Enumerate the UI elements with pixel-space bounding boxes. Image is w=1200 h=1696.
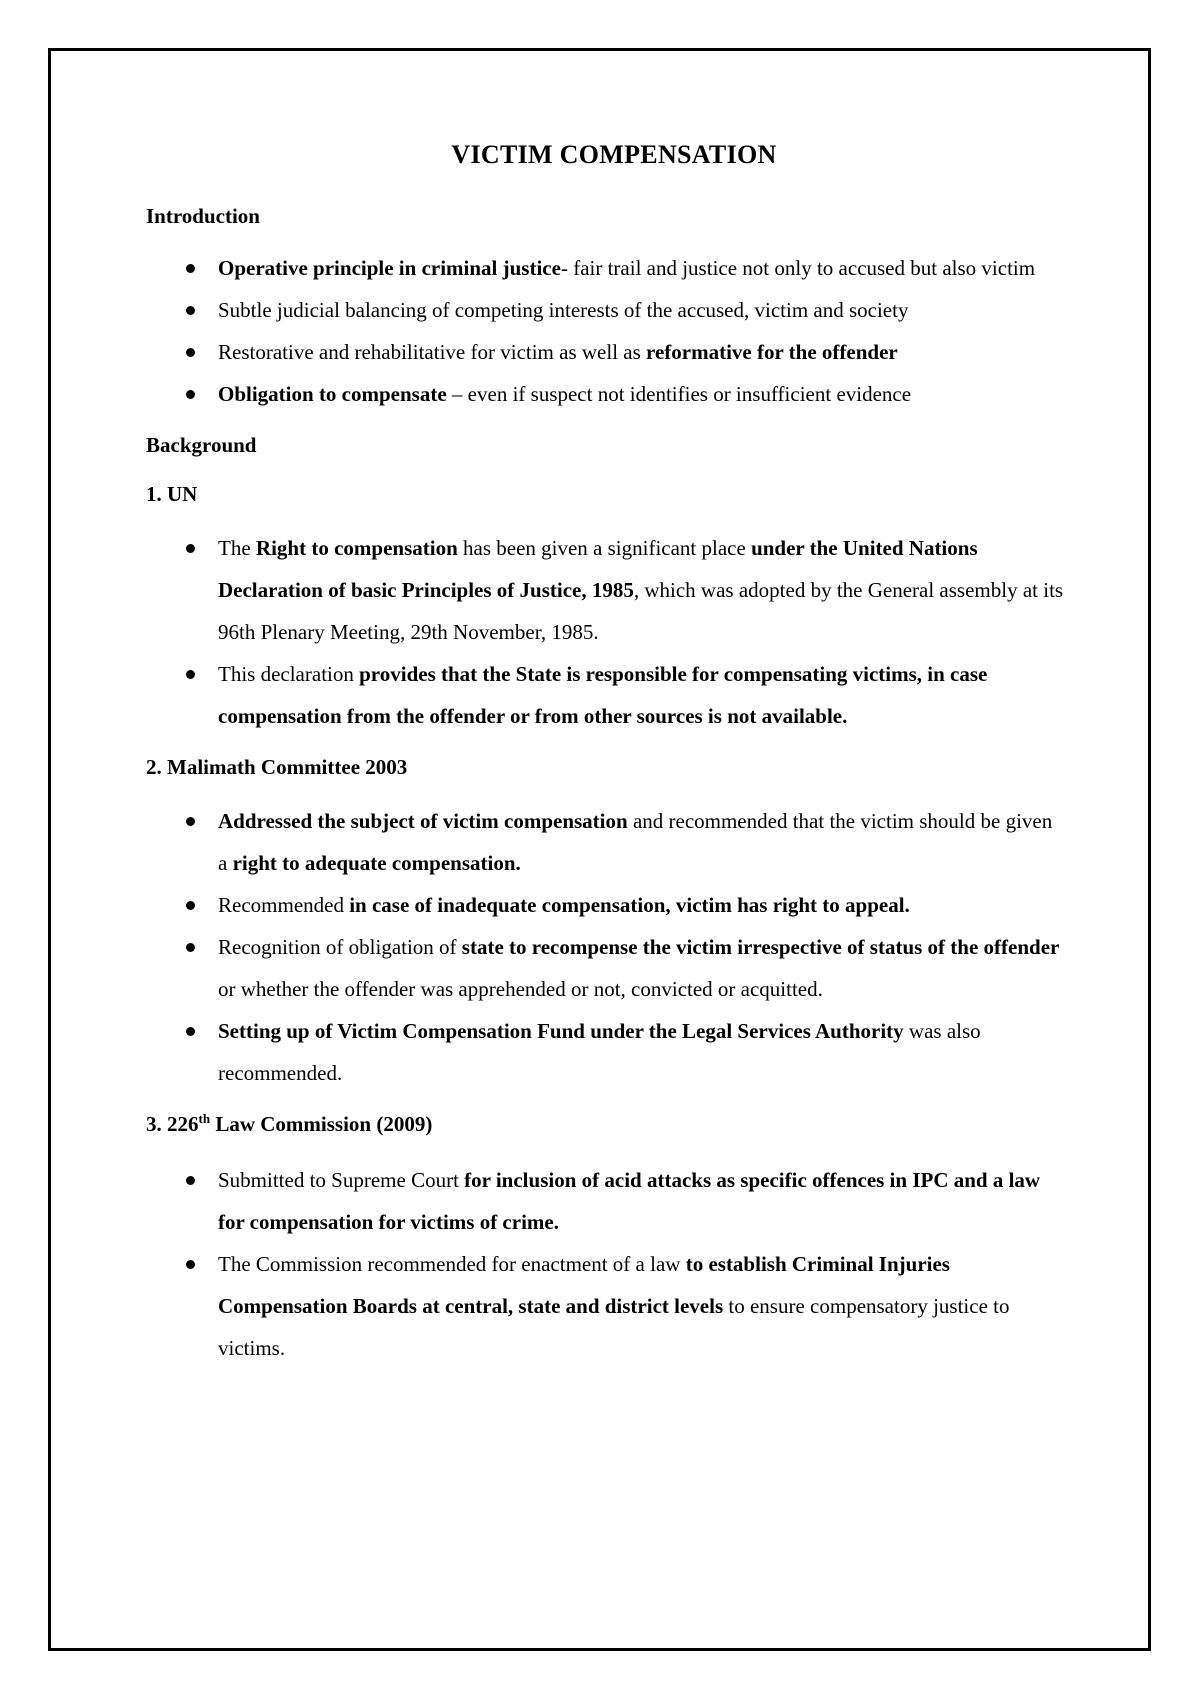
document-title: VICTIM COMPENSATION [451, 140, 777, 169]
malimath-list [146, 800, 1066, 1094]
bullet-icon [186, 306, 195, 315]
list-item: The Right to compensation has been given a significant place under the United Nations Declaration of basic Principles of Justice, 1985, which was adopted by the General assembly at its 96th Plenary Meeting, 29th November, 1985. [146, 527, 1066, 653]
section-heading-un: 1. UN [146, 482, 198, 506]
un-list [146, 527, 1066, 737]
section-heading-introduction: Introduction [146, 204, 260, 228]
bullet-icon [186, 943, 195, 952]
list-item: Restorative and rehabilitative for victim as well as reformative for the offender [146, 331, 1066, 373]
bullet-icon [186, 901, 195, 910]
document-body [146, 140, 1066, 1369]
bullet-icon [186, 544, 195, 553]
list-item: This declaration provides that the State is responsible for compensating victims, in case compensation from the offender or from other sources is not available. [146, 653, 1066, 737]
bullet-icon [186, 670, 195, 679]
section-heading-malimath: 2. Malimath Committee 2003 [146, 755, 408, 779]
bullet-icon [186, 1176, 195, 1185]
list-item: Recognition of obligation of state to recompense the victim irrespective of status of the offender or whether the offender was apprehended or not, convicted or acquitted. [146, 926, 1066, 1010]
list-item: Submitted to Supreme Court for inclusion of acid attacks as specific offences in IPC and a law for compensation for victims of crime. [146, 1159, 1066, 1243]
list-item: Operative principle in criminal justice- fair trail and justice not only to accused but also victim [146, 247, 1066, 289]
section-heading-law-commission: 3. 226th Law Commission (2009) [146, 1111, 433, 1136]
list-item: Subtle judicial balancing of competing interests of the accused, victim and society [146, 289, 1066, 331]
bullet-icon [186, 1027, 195, 1036]
section-heading-background: Background [146, 433, 257, 457]
bullet-icon [186, 348, 195, 357]
list-item: The Commission recommended for enactment of a law to establish Criminal Injuries Compensation Boards at central, state and district levels to ensure compensatory justice to victims. [146, 1243, 1066, 1369]
list-item: Obligation to compensate – even if suspect not identifies or insufficient evidence [146, 373, 1066, 415]
list-item: Addressed the subject of victim compensation and recommended that the victim should be given a right to adequate compensation. [146, 800, 1066, 884]
list-item: Setting up of Victim Compensation Fund under the Legal Services Authority was also recommended. [146, 1010, 1066, 1094]
bullet-icon [186, 1260, 195, 1269]
bullet-icon [186, 390, 195, 399]
bullet-icon [186, 817, 195, 826]
law-commission-list [146, 1159, 1066, 1369]
bullet-icon [186, 264, 195, 273]
introduction-list [146, 247, 1066, 415]
list-item: Recommended in case of inadequate compensation, victim has right to appeal. [146, 884, 1066, 926]
